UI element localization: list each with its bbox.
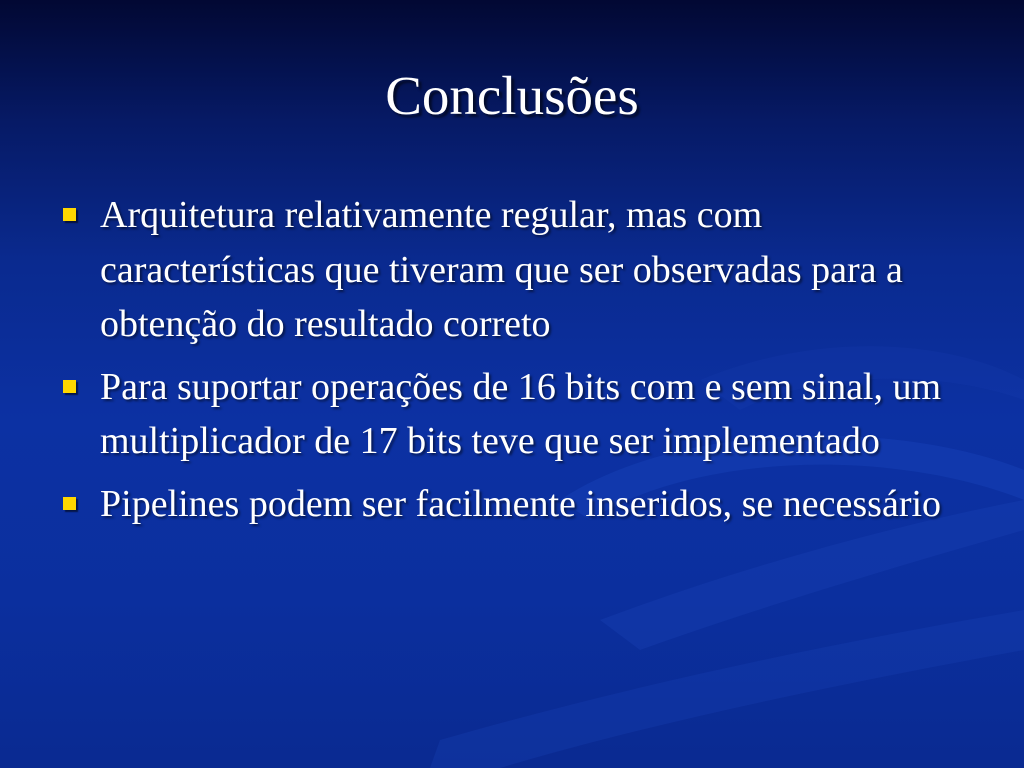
bullet-list [62,188,942,539]
bullet-item [62,188,942,352]
bullet-item [62,477,942,532]
bullet-item [62,360,942,469]
square-bullet-icon [63,497,76,510]
bullet-text: Arquitetura relativamente regular, mas com características que tiveram que ser observadas para a obtenção do resultado correto [100,194,903,345]
slide-title: Conclusões [385,65,639,126]
bullet-text: Pipelines podem ser facilmente inseridos, se necessário [100,482,942,525]
square-bullet-icon [63,208,76,221]
square-bullet-icon [63,380,76,393]
bullet-text: Para suportar operações de 16 bits com e sem sinal, um multiplicador de 17 bits teve que ser implementado [100,365,942,462]
